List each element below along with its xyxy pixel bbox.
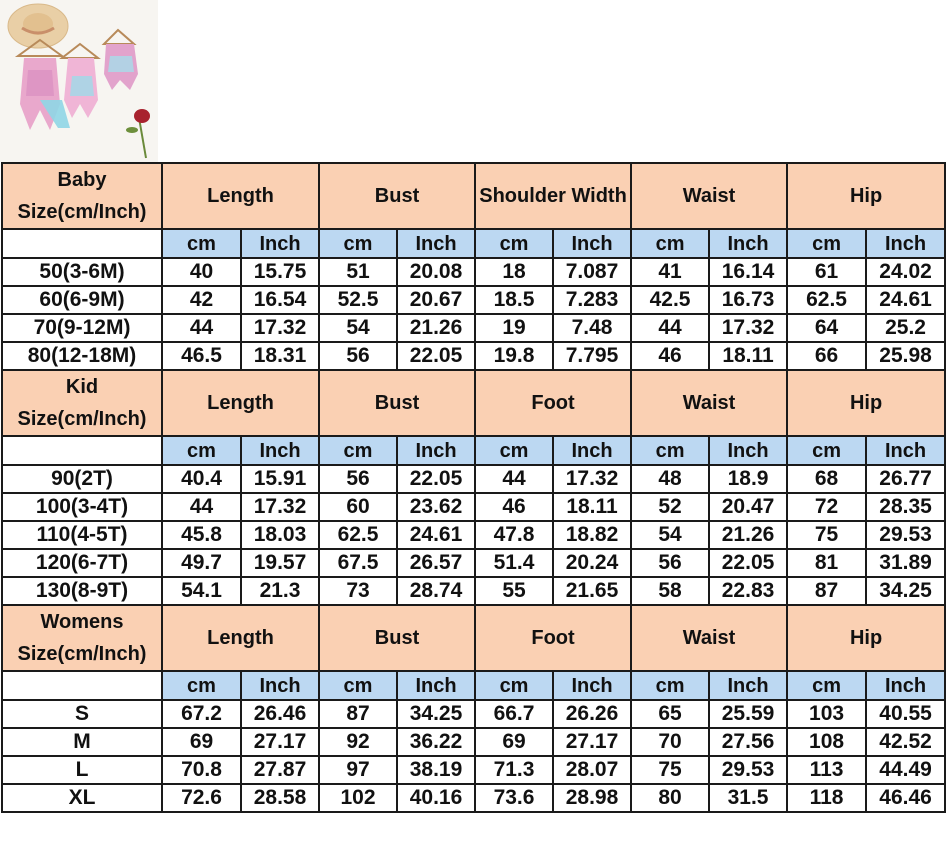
measurement-header: Waist: [631, 370, 787, 436]
value-cell: 97: [319, 756, 397, 784]
value-cell: 26.77: [866, 465, 945, 493]
value-cell: 15.75: [241, 258, 319, 286]
measurement-header: Length: [162, 605, 319, 671]
value-cell: 21.26: [397, 314, 475, 342]
measurement-header: Hip: [787, 163, 945, 229]
value-cell: 24.61: [397, 521, 475, 549]
value-cell: 92: [319, 728, 397, 756]
section-size-label: [2, 370, 162, 436]
value-cell: 28.98: [553, 784, 631, 812]
value-cell: 21.3: [241, 577, 319, 605]
value-cell: 22.05: [397, 342, 475, 370]
unit-cm-cell: cm: [319, 436, 397, 465]
unit-cm-cell: cm: [319, 229, 397, 258]
table-row: [2, 493, 945, 521]
value-cell: 55: [475, 577, 553, 605]
unit-row-blank-cell: [2, 671, 162, 700]
size-cell: 80(12-18M): [2, 342, 162, 370]
value-cell: 40.16: [397, 784, 475, 812]
size-cell: 70(9-12M): [2, 314, 162, 342]
value-cell: 18.11: [709, 342, 787, 370]
value-cell: 51: [319, 258, 397, 286]
value-cell: 36.22: [397, 728, 475, 756]
table-row: [2, 700, 945, 728]
value-cell: 7.795: [553, 342, 631, 370]
value-cell: 67.5: [319, 549, 397, 577]
size-cell: XL: [2, 784, 162, 812]
value-cell: 28.07: [553, 756, 631, 784]
unit-inch-cell: Inch: [709, 671, 787, 700]
value-cell: 27.56: [709, 728, 787, 756]
size-cell: 120(6-7T): [2, 549, 162, 577]
value-cell: 103: [787, 700, 866, 728]
size-cell: 110(4-5T): [2, 521, 162, 549]
measurement-header: Shoulder Width: [475, 163, 631, 229]
size-cell: 50(3-6M): [2, 258, 162, 286]
value-cell: 21.26: [709, 521, 787, 549]
section-header-row: [2, 370, 945, 436]
value-cell: 64: [787, 314, 866, 342]
value-cell: 62.5: [787, 286, 866, 314]
value-cell: 26.26: [553, 700, 631, 728]
table-row: [2, 577, 945, 605]
unit-inch-cell: Inch: [397, 229, 475, 258]
section-header-row: [2, 605, 945, 671]
value-cell: 27.87: [241, 756, 319, 784]
measurement-header: Hip: [787, 370, 945, 436]
value-cell: 38.19: [397, 756, 475, 784]
value-cell: 18.31: [241, 342, 319, 370]
table-row: [2, 286, 945, 314]
unit-row: [2, 436, 945, 465]
value-cell: 24.61: [866, 286, 945, 314]
value-cell: 19: [475, 314, 553, 342]
value-cell: 56: [631, 549, 709, 577]
value-cell: 25.2: [866, 314, 945, 342]
value-cell: 49.7: [162, 549, 241, 577]
value-cell: 27.17: [553, 728, 631, 756]
unit-inch-cell: Inch: [553, 671, 631, 700]
value-cell: 18.82: [553, 521, 631, 549]
size-chart-body: [2, 163, 945, 812]
value-cell: 56: [319, 342, 397, 370]
section-header-row: [2, 163, 945, 229]
value-cell: 65: [631, 700, 709, 728]
value-cell: 22.05: [709, 549, 787, 577]
measurement-header: Bust: [319, 370, 475, 436]
value-cell: 18.9: [709, 465, 787, 493]
value-cell: 56: [319, 465, 397, 493]
section-unit-label: Size(cm/Inch): [17, 408, 147, 430]
value-cell: 87: [787, 577, 866, 605]
value-cell: 87: [319, 700, 397, 728]
value-cell: 69: [475, 728, 553, 756]
value-cell: 34.25: [866, 577, 945, 605]
value-cell: 70.8: [162, 756, 241, 784]
value-cell: 16.54: [241, 286, 319, 314]
unit-cm-cell: cm: [631, 436, 709, 465]
value-cell: 17.32: [241, 493, 319, 521]
value-cell: 40: [162, 258, 241, 286]
value-cell: 113: [787, 756, 866, 784]
unit-inch-cell: Inch: [553, 436, 631, 465]
value-cell: 66: [787, 342, 866, 370]
unit-row: [2, 229, 945, 258]
value-cell: 22.05: [397, 465, 475, 493]
unit-inch-cell: Inch: [709, 436, 787, 465]
value-cell: 70: [631, 728, 709, 756]
value-cell: 25.98: [866, 342, 945, 370]
unit-inch-cell: Inch: [397, 671, 475, 700]
unit-inch-cell: Inch: [241, 229, 319, 258]
unit-cm-cell: cm: [162, 436, 241, 465]
value-cell: 18.11: [553, 493, 631, 521]
size-cell: 130(8-9T): [2, 577, 162, 605]
section-title: Baby: [57, 169, 107, 191]
unit-cm-cell: cm: [162, 229, 241, 258]
value-cell: 45.8: [162, 521, 241, 549]
table-row: [2, 342, 945, 370]
unit-inch-cell: Inch: [553, 229, 631, 258]
unit-inch-cell: Inch: [866, 671, 945, 700]
value-cell: 80: [631, 784, 709, 812]
value-cell: 42.5: [631, 286, 709, 314]
value-cell: 17.32: [553, 465, 631, 493]
section-unit-label: Size(cm/Inch): [17, 201, 147, 223]
value-cell: 44: [162, 314, 241, 342]
unit-cm-cell: cm: [631, 671, 709, 700]
value-cell: 20.24: [553, 549, 631, 577]
measurement-header: Foot: [475, 370, 631, 436]
value-cell: 60: [319, 493, 397, 521]
table-row: [2, 549, 945, 577]
value-cell: 73: [319, 577, 397, 605]
value-cell: 20.67: [397, 286, 475, 314]
value-cell: 46: [631, 342, 709, 370]
photo-icon: [0, 0, 158, 162]
value-cell: 54.1: [162, 577, 241, 605]
value-cell: 31.5: [709, 784, 787, 812]
table-row: [2, 314, 945, 342]
measurement-header: Waist: [631, 163, 787, 229]
value-cell: 19.57: [241, 549, 319, 577]
value-cell: 67.2: [162, 700, 241, 728]
value-cell: 20.47: [709, 493, 787, 521]
size-cell: 100(3-4T): [2, 493, 162, 521]
value-cell: 21.65: [553, 577, 631, 605]
value-cell: 44: [162, 493, 241, 521]
value-cell: 72.6: [162, 784, 241, 812]
value-cell: 61: [787, 258, 866, 286]
unit-inch-cell: Inch: [866, 229, 945, 258]
size-chart-table: [1, 162, 946, 813]
value-cell: 58: [631, 577, 709, 605]
value-cell: 17.32: [709, 314, 787, 342]
value-cell: 46.5: [162, 342, 241, 370]
value-cell: 19.8: [475, 342, 553, 370]
measurement-header: Foot: [475, 605, 631, 671]
value-cell: 81: [787, 549, 866, 577]
table-row: [2, 465, 945, 493]
unit-row-blank-cell: [2, 436, 162, 465]
value-cell: 31.89: [866, 549, 945, 577]
section-title: Womens: [40, 611, 124, 633]
measurement-header: Length: [162, 370, 319, 436]
table-row: [2, 756, 945, 784]
unit-cm-cell: cm: [787, 671, 866, 700]
value-cell: 52.5: [319, 286, 397, 314]
value-cell: 28.58: [241, 784, 319, 812]
section-unit-label: Size(cm/Inch): [17, 643, 147, 665]
value-cell: 28.35: [866, 493, 945, 521]
measurement-header: Length: [162, 163, 319, 229]
value-cell: 7.48: [553, 314, 631, 342]
unit-inch-cell: Inch: [709, 229, 787, 258]
value-cell: 18: [475, 258, 553, 286]
section-size-label: [2, 605, 162, 671]
unit-inch-cell: Inch: [397, 436, 475, 465]
value-cell: 27.17: [241, 728, 319, 756]
value-cell: 72: [787, 493, 866, 521]
unit-row-blank-cell: [2, 229, 162, 258]
unit-cm-cell: cm: [787, 229, 866, 258]
value-cell: 108: [787, 728, 866, 756]
table-row: [2, 521, 945, 549]
unit-cm-cell: cm: [631, 229, 709, 258]
table-row: [2, 728, 945, 756]
value-cell: 44.49: [866, 756, 945, 784]
value-cell: 75: [787, 521, 866, 549]
table-row: [2, 258, 945, 286]
value-cell: 7.087: [553, 258, 631, 286]
value-cell: 22.83: [709, 577, 787, 605]
value-cell: 54: [319, 314, 397, 342]
value-cell: 46.46: [866, 784, 945, 812]
value-cell: 29.53: [866, 521, 945, 549]
value-cell: 75: [631, 756, 709, 784]
size-cell: S: [2, 700, 162, 728]
unit-inch-cell: Inch: [866, 436, 945, 465]
value-cell: 62.5: [319, 521, 397, 549]
unit-cm-cell: cm: [787, 436, 866, 465]
measurement-header: Hip: [787, 605, 945, 671]
value-cell: 40.4: [162, 465, 241, 493]
unit-cm-cell: cm: [162, 671, 241, 700]
unit-inch-cell: Inch: [241, 436, 319, 465]
value-cell: 52: [631, 493, 709, 521]
value-cell: 44: [631, 314, 709, 342]
size-cell: 90(2T): [2, 465, 162, 493]
value-cell: 23.62: [397, 493, 475, 521]
value-cell: 42.52: [866, 728, 945, 756]
section-title: Kid: [65, 376, 99, 398]
value-cell: 26.57: [397, 549, 475, 577]
size-cell: M: [2, 728, 162, 756]
value-cell: 28.74: [397, 577, 475, 605]
size-cell: L: [2, 756, 162, 784]
value-cell: 16.73: [709, 286, 787, 314]
value-cell: 18.5: [475, 286, 553, 314]
value-cell: 29.53: [709, 756, 787, 784]
product-photo: [0, 0, 158, 162]
measurement-header: Bust: [319, 163, 475, 229]
unit-cm-cell: cm: [319, 671, 397, 700]
size-cell: 60(6-9M): [2, 286, 162, 314]
value-cell: 15.91: [241, 465, 319, 493]
value-cell: 66.7: [475, 700, 553, 728]
value-cell: 25.59: [709, 700, 787, 728]
unit-row: [2, 671, 945, 700]
table-row: [2, 784, 945, 812]
unit-inch-cell: Inch: [241, 671, 319, 700]
value-cell: 40.55: [866, 700, 945, 728]
measurement-header: Waist: [631, 605, 787, 671]
value-cell: 26.46: [241, 700, 319, 728]
value-cell: 20.08: [397, 258, 475, 286]
section-size-label: [2, 163, 162, 229]
value-cell: 7.283: [553, 286, 631, 314]
value-cell: 46: [475, 493, 553, 521]
value-cell: 17.32: [241, 314, 319, 342]
measurement-header: Bust: [319, 605, 475, 671]
value-cell: 54: [631, 521, 709, 549]
value-cell: 44: [475, 465, 553, 493]
value-cell: 42: [162, 286, 241, 314]
value-cell: 69: [162, 728, 241, 756]
value-cell: 118: [787, 784, 866, 812]
value-cell: 18.03: [241, 521, 319, 549]
value-cell: 51.4: [475, 549, 553, 577]
value-cell: 34.25: [397, 700, 475, 728]
value-cell: 68: [787, 465, 866, 493]
value-cell: 102: [319, 784, 397, 812]
unit-cm-cell: cm: [475, 229, 553, 258]
unit-cm-cell: cm: [475, 671, 553, 700]
value-cell: 71.3: [475, 756, 553, 784]
value-cell: 48: [631, 465, 709, 493]
value-cell: 41: [631, 258, 709, 286]
value-cell: 47.8: [475, 521, 553, 549]
value-cell: 73.6: [475, 784, 553, 812]
value-cell: 24.02: [866, 258, 945, 286]
unit-cm-cell: cm: [475, 436, 553, 465]
value-cell: 16.14: [709, 258, 787, 286]
